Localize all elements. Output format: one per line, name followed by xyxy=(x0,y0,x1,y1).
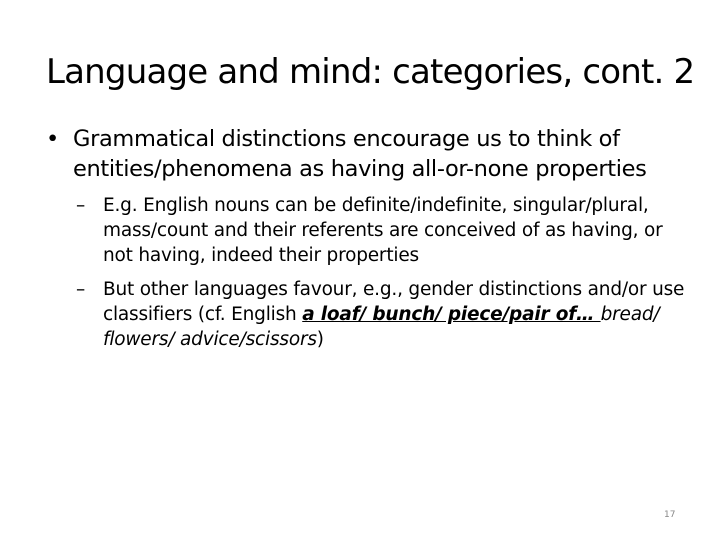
sub-bullet-marker: – xyxy=(76,195,86,216)
sub-bullet-item xyxy=(76,277,686,352)
example-nouns: bread/ flowers/ advice/scissors xyxy=(103,304,660,350)
example-phrase: a loaf/ bunch/ piece/pair of… xyxy=(302,304,601,325)
slide-number: 17 xyxy=(664,510,676,520)
bullet-item xyxy=(46,124,686,184)
sub-bullet-marker: – xyxy=(76,279,86,300)
sub-bullet-text-plain: But other languages favour, e.g., gender distinctions and/or use classifiers (cf. English xyxy=(103,279,685,325)
closing-paren: ) xyxy=(316,329,324,350)
sub-bullet-item xyxy=(76,193,686,268)
bullet-text: Grammatical distinctions encourage us to think of entities/phenomena as having all-or-none properties xyxy=(73,126,647,182)
sub-bullet-text: E.g. English nouns can be definite/indefinite, singular/plural, mass/count and their referents are conceived of as having, or not having, indeed their properties xyxy=(103,195,663,266)
bullet-marker: • xyxy=(46,126,59,152)
slide-body xyxy=(46,124,686,361)
sub-bullet-text xyxy=(103,279,684,350)
slide-title: Language and mind: categories, cont. 2 xyxy=(46,52,695,92)
